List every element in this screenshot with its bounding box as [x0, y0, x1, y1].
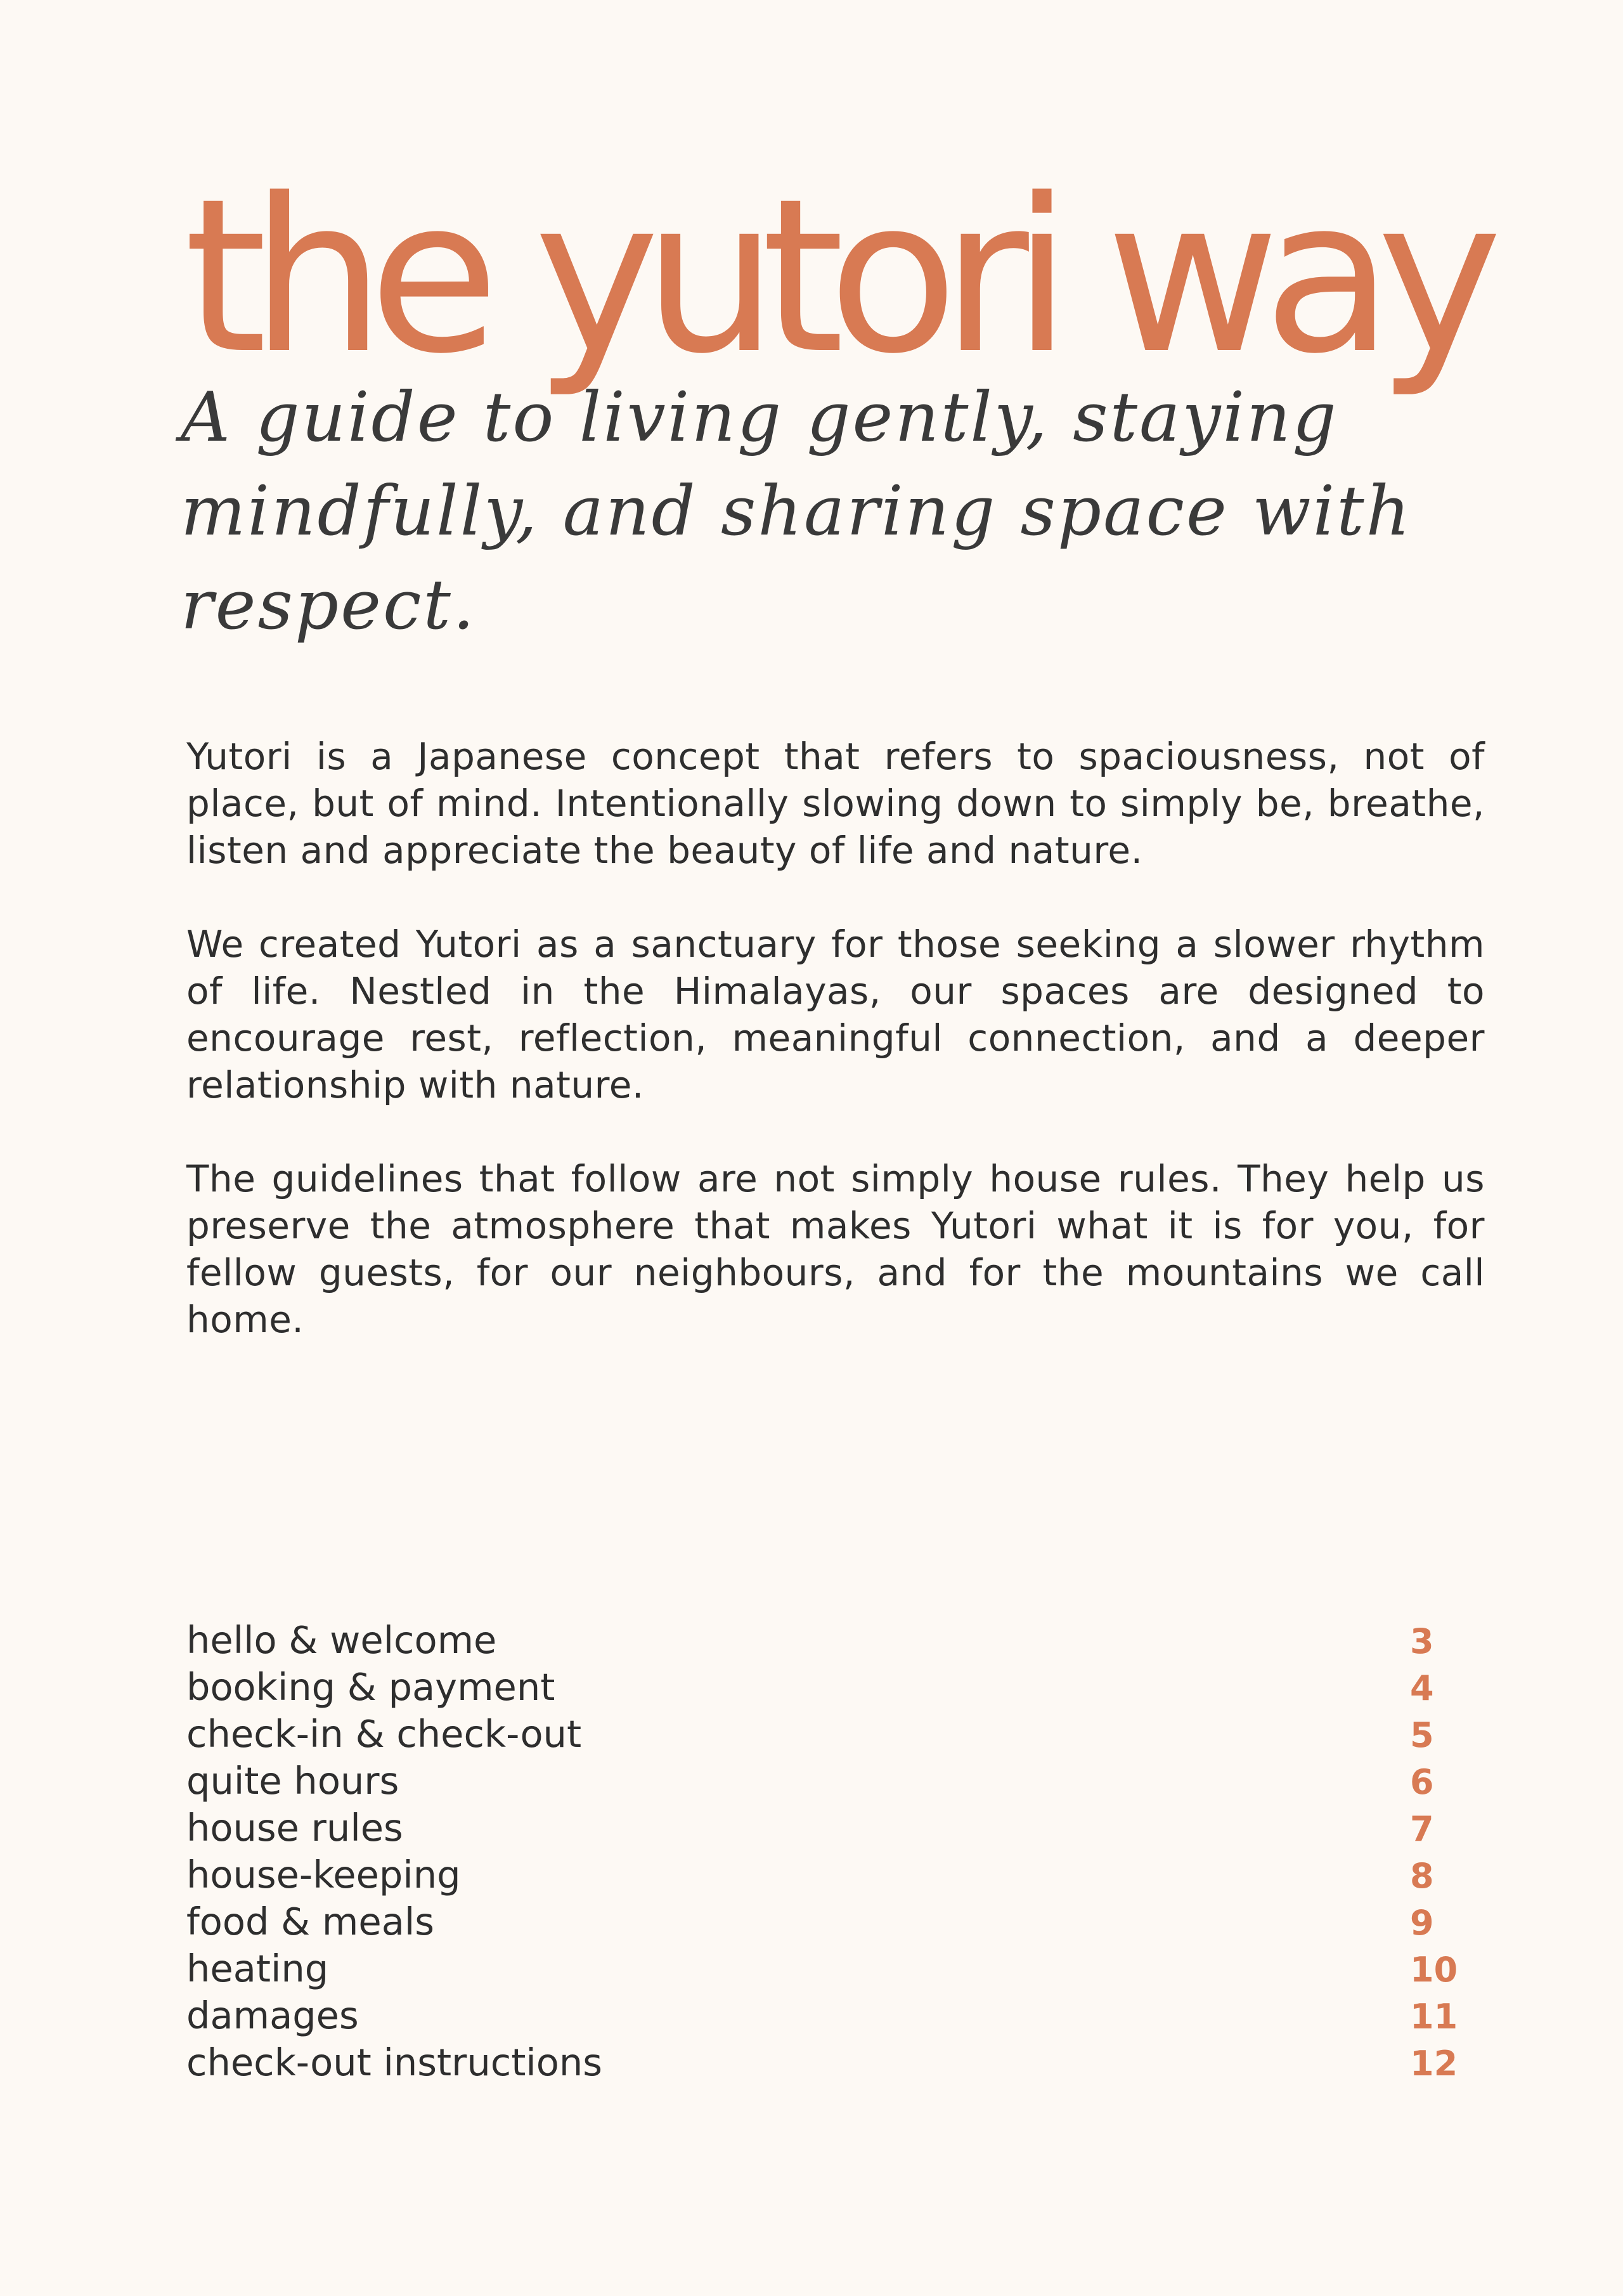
toc-item-label: hello & welcome: [186, 1618, 497, 1662]
toc-item-label: check-out instructions: [186, 2040, 603, 2084]
toc-item-page-number: 6: [1410, 1762, 1434, 1802]
toc-item[interactable]: [186, 1898, 1461, 1945]
toc-item-label: damages: [186, 1994, 359, 2037]
toc-item[interactable]: [186, 1617, 1461, 1664]
toc-item-label: heating: [186, 1947, 329, 1990]
toc-item-label: house-keeping: [186, 1853, 461, 1897]
toc-item-page-number: 7: [1410, 1809, 1434, 1849]
toc-item-page-number: 5: [1410, 1715, 1434, 1755]
toc-item-label: check-in & check-out: [186, 1712, 582, 1756]
toc-item-page-number: 8: [1410, 1856, 1434, 1896]
table-of-contents: [186, 1617, 1461, 2086]
toc-item-page-number: 9: [1410, 1903, 1434, 1943]
intro-section: [186, 733, 1485, 1390]
toc-item-label: booking & payment: [186, 1665, 555, 1709]
page-title: the yutori way: [184, 153, 1486, 401]
intro-paragraph: We created Yutori as a sanctuary for those seeking a slower rhythm of life. Nestled in the Himalayas, our spaces are designed to encourage rest, reflection, meaningful connection, and a deeper relationship with nature.: [186, 923, 1485, 1106]
toc-item[interactable]: [186, 1758, 1461, 1805]
toc-item-label: quite hours: [186, 1759, 399, 1803]
toc-item-page-number: 10: [1410, 1950, 1458, 1990]
toc-item-page-number: 3: [1410, 1621, 1434, 1661]
toc-item[interactable]: [186, 1852, 1461, 1898]
toc-item-page-number: 11: [1410, 1997, 1458, 2037]
toc-item-label: house rules: [186, 1806, 403, 1850]
toc-item-page-number: 12: [1410, 2044, 1458, 2084]
toc-item[interactable]: [186, 1945, 1461, 1992]
page-subtitle: A guide to living gently, staying mindfully, and sharing space with respect.: [181, 378, 1413, 645]
toc-item[interactable]: [186, 1664, 1461, 1711]
toc-item[interactable]: [186, 1711, 1461, 1758]
toc-item[interactable]: [186, 1805, 1461, 1852]
toc-item[interactable]: [186, 1992, 1461, 2039]
toc-item-page-number: 4: [1410, 1668, 1434, 1708]
toc-item[interactable]: [186, 2039, 1461, 2086]
toc-item-label: food & meals: [186, 1900, 434, 1943]
intro-paragraph: The guidelines that follow are not simply house rules. They help us preserve the atmosphere that makes Yutori what it is for you, for fellow guests, for our neighbours, and for the mountains we call home.: [186, 1157, 1485, 1341]
intro-paragraph: Yutori is a Japanese concept that refers to spaciousness, not of place, but of mind. Intentionally slowing down to simply be, breathe, listen and appreciate the beauty of life and nature.: [186, 735, 1485, 872]
